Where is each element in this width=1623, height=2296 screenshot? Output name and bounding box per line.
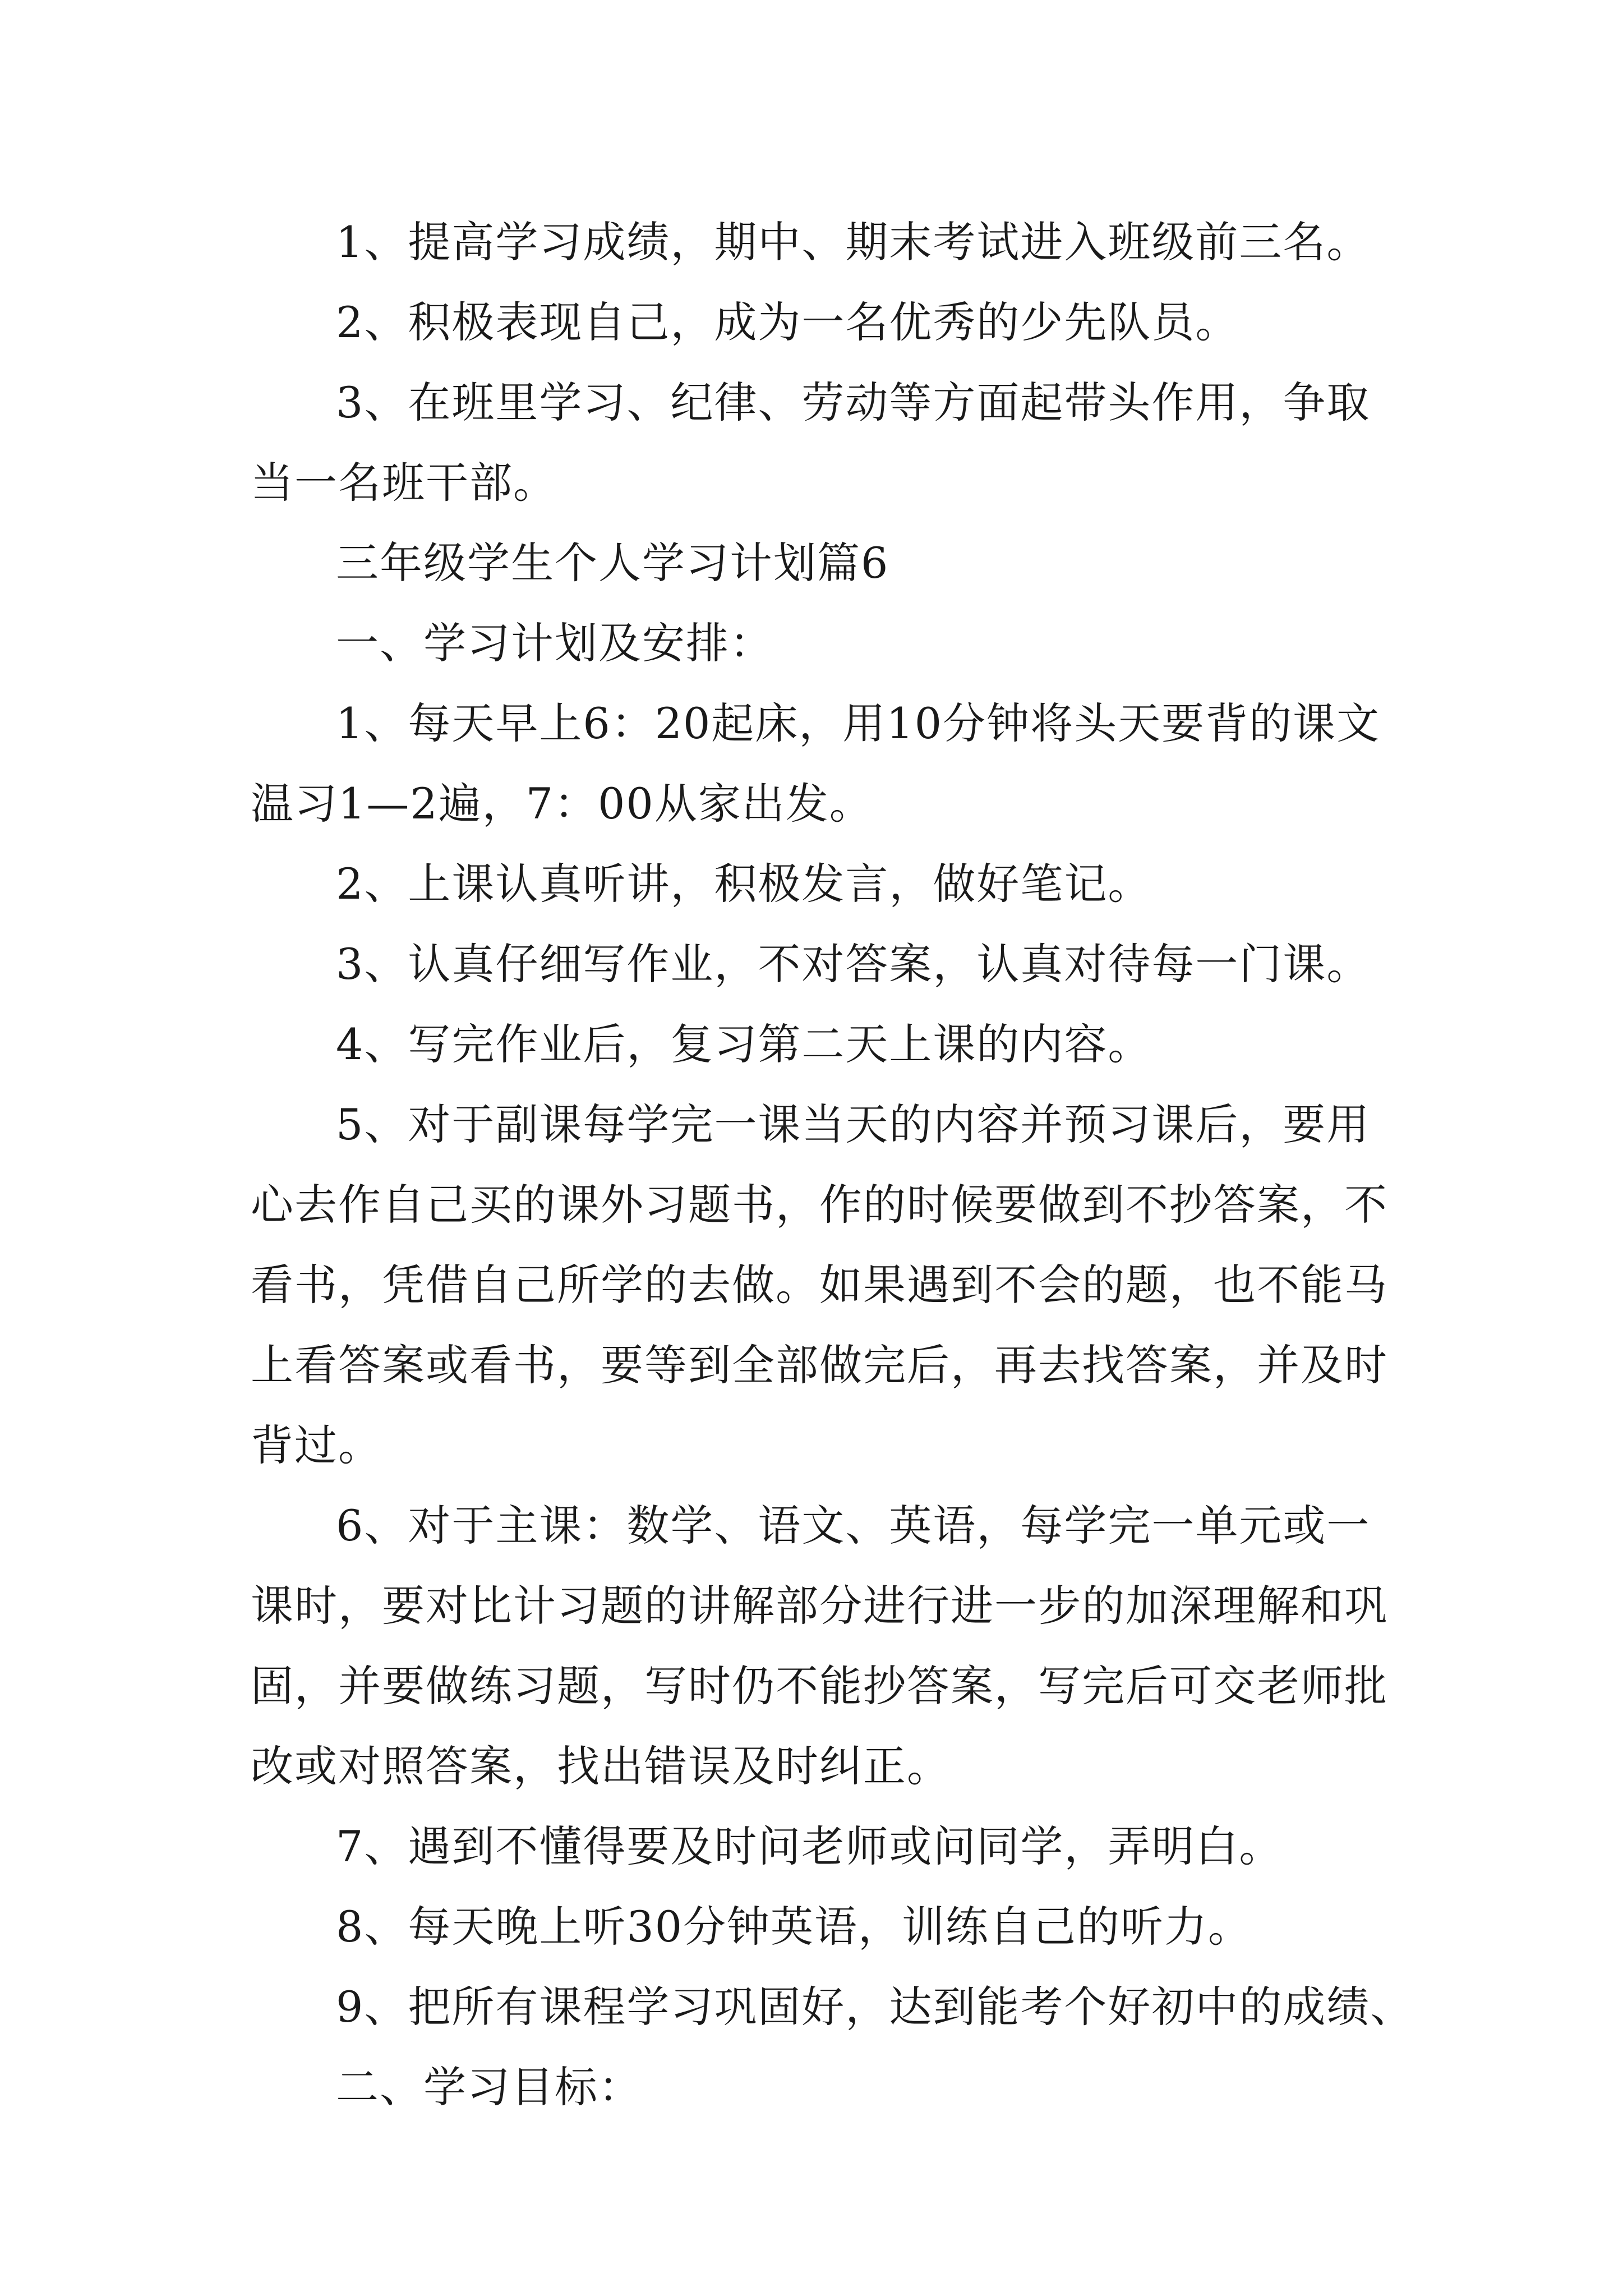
text-line: 5、对于副课每学完一课当天的内容并预习课后，要用 [336, 1099, 1371, 1149]
text-line: 2、积极表现自己，成为一名优秀的少先队员。 [336, 297, 1239, 347]
text-line: 当一名班干部。 [251, 458, 557, 508]
paragraph-plan-5 [251, 1084, 1395, 1485]
paragraph-plan-9 [251, 1967, 1414, 2047]
text-line: 上看答案或看书，要等到全部做完后，再去找答案，并及时 [251, 1340, 1388, 1390]
text-line: 7、遇到不懂得要及时问老师或问同学，弄明白。 [336, 1821, 1283, 1871]
subheading-plan [251, 603, 1395, 683]
text-line: 改或对照答案，找出错误及时纠正。 [251, 1741, 951, 1791]
paragraph-goal-1 [251, 202, 1395, 282]
text-line: 看书，凭借自己所学的去做。如果遇到不会的题，也不能马 [251, 1260, 1388, 1310]
paragraph-goal-2 [251, 282, 1395, 362]
subheading-goals [251, 2047, 1395, 2127]
heading-line: 三年级学生个人学习计划篇6 [336, 538, 889, 588]
paragraph-plan-1 [251, 683, 1395, 844]
text-line: 4、写完作业后，复习第二天上课的内容。 [336, 1019, 1152, 1069]
paragraph-goal-3 [251, 362, 1395, 523]
document-body [251, 202, 1414, 2127]
paragraph-plan-2 [251, 844, 1395, 924]
text-line: 背过。 [251, 1420, 382, 1470]
section-heading [251, 523, 1395, 603]
paragraph-plan-6 [251, 1485, 1395, 1806]
text-line: 固，并要做练习题，写时仍不能抄答案，写完后可交老师批 [251, 1661, 1388, 1711]
paragraph-plan-3 [251, 924, 1395, 1004]
text-line: 1、每天早上6：20起床，用10分钟将头天要背的课文 [336, 698, 1381, 748]
text-line: 3、在班里学习、纪律、劳动等方面起带头作用，争取 [336, 378, 1371, 427]
heading-line: 二、学习目标： [336, 2062, 642, 2112]
text-line: 9、把所有课程学习巩固好，达到能考个好初中的成绩、 [336, 1982, 1414, 2032]
text-line: 3、认真仔细写作业，不对答案，认真对待每一门课。 [336, 939, 1371, 989]
paragraph-plan-7 [251, 1806, 1395, 1887]
text-line: 1、提高学习成绩，期中、期末考试进入班级前三名。 [336, 217, 1371, 267]
text-line: 课时，要对比计习题的讲解部分进行进一步的加深理解和巩 [251, 1581, 1388, 1631]
text-line: 温习1—2遍，7：00从家出发。 [251, 779, 873, 829]
heading-line: 一、学习计划及安排： [336, 618, 773, 668]
paragraph-plan-8 [251, 1887, 1395, 1967]
text-line: 心去作自己买的课外习题书，作的时候要做到不抄答案，不 [251, 1180, 1388, 1230]
text-line: 8、每天晚上听30分钟英语，训练自己的听力。 [336, 1902, 1252, 1952]
text-line: 2、上课认真听讲，积极发言，做好笔记。 [336, 859, 1152, 909]
text-line: 6、对于主课：数学、语文、英语，每学完一单元或一 [336, 1501, 1371, 1550]
paragraph-plan-4 [251, 1004, 1395, 1084]
